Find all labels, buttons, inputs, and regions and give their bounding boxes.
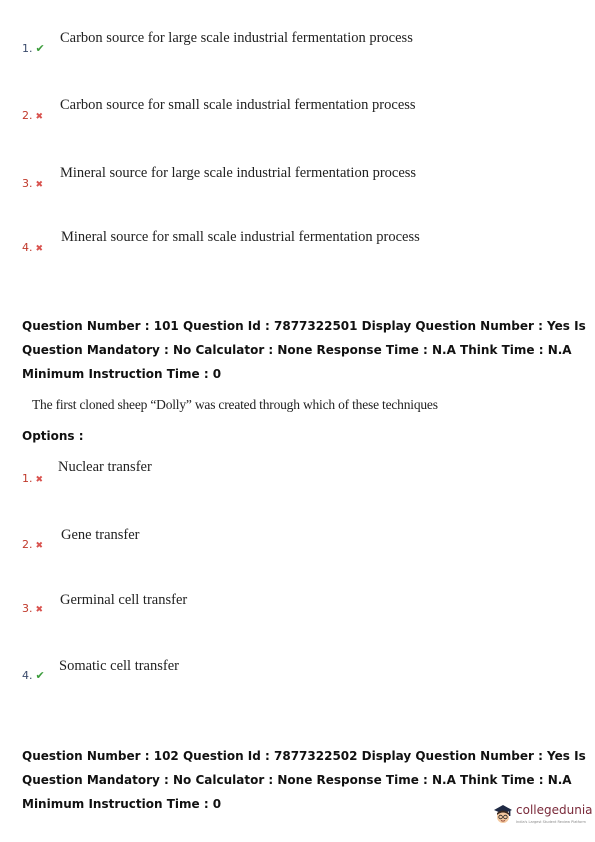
cross-icon: ✖ [35,180,44,190]
question-meta: Question Number : 101 Question Id : 7877322501 Display Question Number : Yes Is Question Mandatory : No Calculator : None Response Time : N.A Think Time : N.A Minimum Instruction Time : 0 [22,319,586,381]
logo-wordmark: collegedunia [516,803,593,817]
option-text: Somatic cell transfer [59,658,179,674]
cross-icon: ✖ [35,475,44,485]
option-number: 3. ✖ [22,602,44,615]
option-text: Germinal cell transfer [60,592,188,608]
check-icon: ✔ [35,669,45,682]
cross-icon: ✖ [35,244,44,254]
option-text: Gene transfer [61,527,140,543]
check-icon: ✔ [35,42,45,55]
option-text: Mineral source for small scale industrial fermentation process [61,229,420,245]
options-label: Options : [22,429,84,443]
option-number: 2. ✖ [22,109,44,122]
mascot-icon [492,802,514,826]
option-text: Carbon source for large scale industrial fermentation process [60,30,413,46]
question-text: The first cloned sheep “Dolly” was created through which of these techniques [32,397,438,412]
option-number: 2. ✖ [22,538,44,551]
option-text: Nuclear transfer [58,459,152,475]
option-text: Mineral source for large scale industrial fermentation process [60,165,417,181]
option-number: 4. ✖ [22,241,44,254]
logo-tagline: India's Largest Student Review Platform [516,820,586,824]
option-number: 3. ✖ [22,177,44,190]
question-meta: Question Number : 102 Question Id : 7877322502 Display Question Number : Yes Is Question Mandatory : No Calculator : None Response Time : N.A Think Time : N.A Minimum Instruction Time : 0 [22,749,586,811]
cross-icon: ✖ [35,605,44,615]
cross-icon: ✖ [35,112,44,122]
option-number: 1. ✔ [22,42,45,55]
cross-icon: ✖ [35,541,44,551]
option-text: Carbon source for small scale industrial fermentation process [60,97,416,113]
collegedunia-logo [492,800,592,832]
option-number: 4. ✔ [22,669,45,682]
option-number: 1. ✖ [22,472,44,485]
